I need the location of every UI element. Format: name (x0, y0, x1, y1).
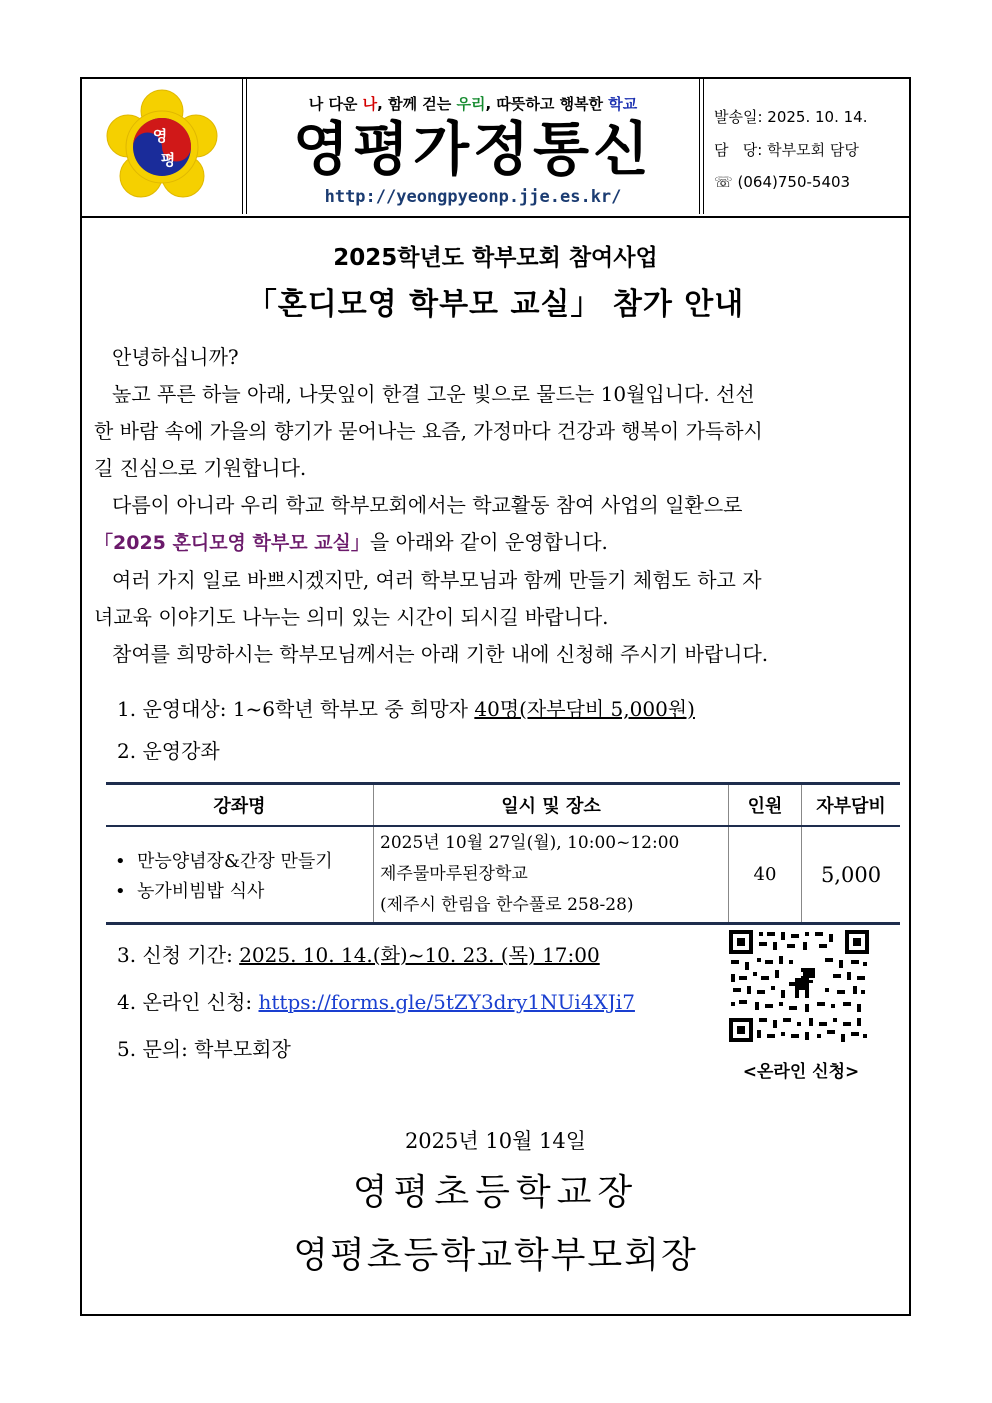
application-link[interactable]: https://forms.gle/5tZY3dry1NUi4XJi7 (258, 990, 635, 1014)
program-name: 「2025 혼디모영 학부모 교실」 (94, 532, 370, 554)
phone-number: ☏ (064)750-5403 (714, 173, 851, 191)
column-header: 인원 (729, 784, 802, 827)
svg-text:영: 영 (152, 127, 168, 145)
paragraph-line: 길 진심으로 기원합니다. (94, 456, 307, 480)
paragraph-line: 높고 푸른 하늘 아래, 나뭇잎이 한결 고운 빛으로 물드는 10월입니다. 선선 (112, 382, 755, 406)
school-emblem (82, 79, 242, 214)
column-header: 강좌명 (106, 784, 374, 827)
item-inquiry: 5. 문의: 학부모회장 (117, 1037, 291, 1061)
item-online: 4. 온라인 신청: https://forms.gle/5tZY3dry1NUi4XJi7 (117, 990, 635, 1014)
course-fee: 5,000 (802, 826, 901, 924)
course-names (106, 826, 374, 924)
pta-president-signature: 영평초등학교학부모회장 (293, 1235, 698, 1276)
list-item: • 농가비빔밥 식사 (115, 880, 265, 902)
school-url[interactable]: http://yeongpyeonp.jje.es.kr/ (324, 187, 622, 207)
column-header: 자부담비 (802, 784, 901, 827)
table-row (106, 826, 900, 924)
course-schedule: 2025년 10월 27일(월), 10:00~12:00 제주물마루된장학교 (제주시 한림읍 한수풀로 258-28) (374, 826, 729, 924)
course-table (106, 782, 900, 925)
document-frame (80, 77, 911, 1316)
document-title-line1: 2025학년도 학부모회 참여사업 (333, 245, 658, 271)
school-slogan: 나 다운 나, 함께 걷는 우리, 따뜻하고 행복한 학교 (308, 95, 638, 113)
item-period: 3. 신청 기간: 2025. 10. 14.(화)~10. 23. (목) 17:00 (117, 943, 600, 967)
issue-date: 발송일: 2025. 10. 14. (714, 108, 868, 126)
contact-person: 담 당: 학부모회 담당 (714, 141, 859, 159)
list-item: • 만능양념장&간장 만들기 (115, 850, 333, 872)
issue-info (704, 79, 909, 214)
course-capacity: 40 (729, 826, 802, 924)
paragraph-line: 참여를 희망하시는 학부모님께서는 아래 기한 내에 신청해 주시기 바랍니다. (112, 642, 769, 666)
paragraph-line: 다름이 아니라 우리 학교 학부모회에서는 학교활동 참여 사업의 일환으로 (112, 493, 743, 517)
document-title-line2: 「혼디모영 학부모 교실」 참가 안내 (246, 287, 745, 322)
paragraph-line: 여러 가지 일로 바쁘시겠지만, 여러 학부모님과 함께 만들기 체험도 하고 자 (112, 568, 762, 592)
paragraph-line: 녀교육 이야기도 나누는 의미 있는 시간이 되시길 바랍니다. (94, 605, 609, 629)
column-header: 일시 및 장소 (374, 784, 729, 827)
item-courses: 2. 운영강좌 (117, 739, 220, 763)
newsletter-name: 영평가정통신 (292, 115, 654, 183)
newsletter-title-block (247, 79, 699, 214)
item-target: 1. 운영대상: 1~6학년 학부모 중 희망자 40명(자부담비 5,000원) (117, 697, 695, 721)
greeting: 안녕하십니까? (112, 345, 239, 369)
table-header-row (106, 784, 900, 827)
newsletter-header (82, 79, 909, 218)
document-date: 2025년 10월 14일 (404, 1129, 587, 1153)
qr-code[interactable] (729, 930, 869, 1042)
paragraph-line: 「2025 혼디모영 학부모 교실」을 아래와 같이 운영합니다. (94, 530, 608, 554)
body-text (94, 339, 900, 673)
principal-signature: 영평초등학교장 (352, 1172, 639, 1213)
svg-text:평: 평 (160, 151, 176, 169)
paragraph-line: 한 바람 속에 가을의 향기가 묻어나는 요즘, 가정마다 건강과 행복이 가득하시 (94, 419, 763, 443)
qr-label: <온라인 신청> (742, 1062, 860, 1082)
